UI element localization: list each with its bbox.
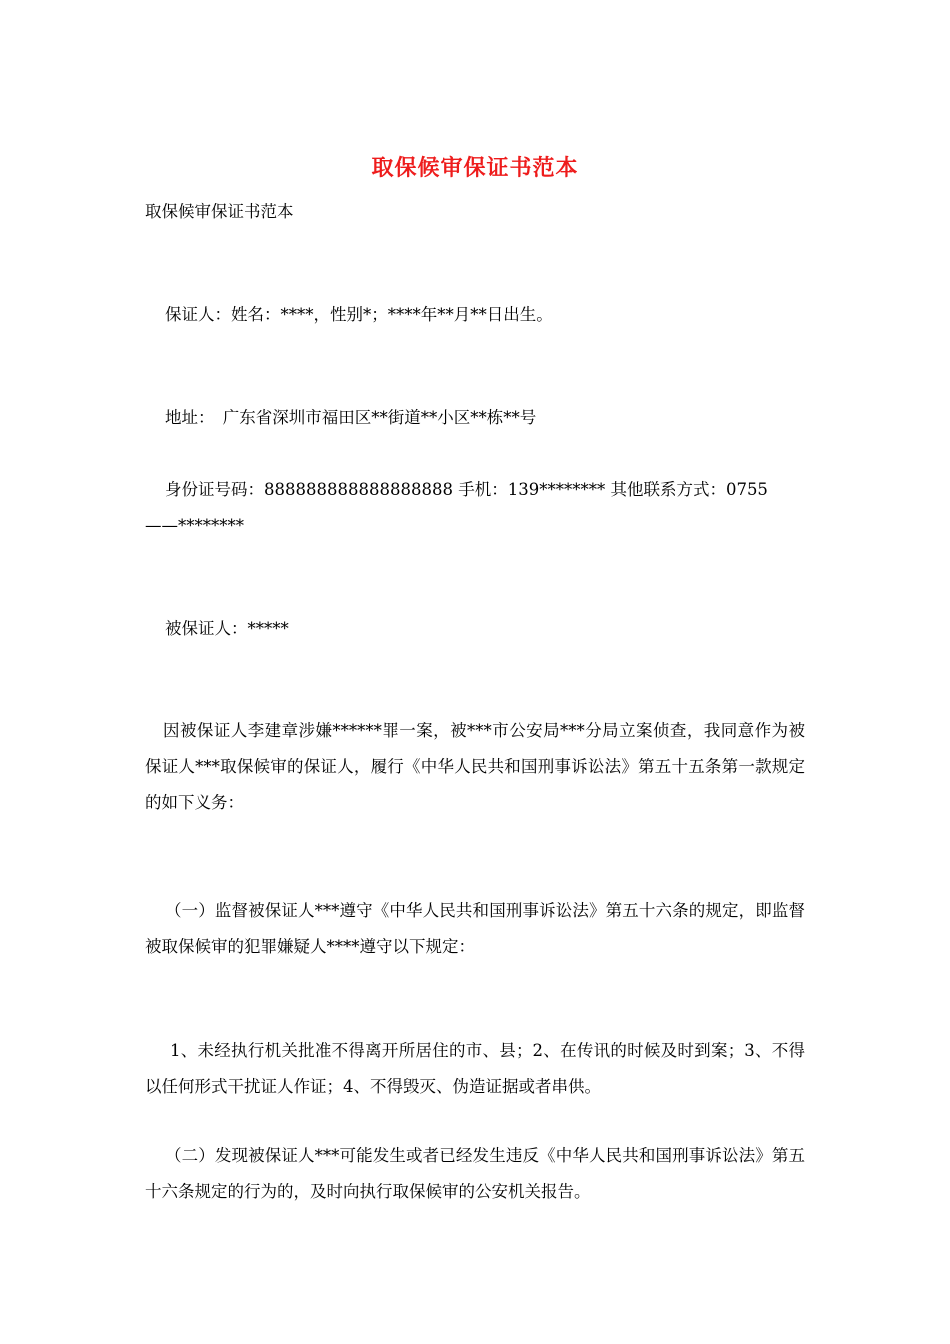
document-title: 取保候审保证书范本 (371, 155, 579, 181)
guaranteed-person: 被保证人：***** (165, 619, 289, 638)
clause-two-paragraph: （二）发现被保证人***可能发生或者已经发生违反《中华人民共和国刑事诉讼法》第五十六条规定的行为的，及时向执行取保候审的公安机关报告。 (145, 1146, 805, 1201)
rules-paragraph: 1、未经执行机关批准不得离开所居住的市、县；2、在传讯的时候及时到案；3、不得以任何形式干扰证人作证；4、不得毁灭、伪造证据或者串供。 (145, 1041, 805, 1096)
guarantor-address: 地址： 广东省深圳市福田区**街道**小区**栋**号 (165, 408, 537, 427)
guarantor-info: 保证人：姓名：****，性别*；****年**月**日出生。 (165, 305, 553, 324)
intro-paragraph: 因被保证人李建章涉嫌******罪一案，被***市公安局***分局立案侦查，我同意作为被保证人***取保候审的保证人，履行《中华人民共和国刑事诉讼法》第五十五条第一款规定的如下义务： (145, 721, 805, 812)
clause-one-paragraph: （一）监督被保证人***遵守《中华人民共和国刑事诉讼法》第五十六条的规定，即监督被取保候审的犯罪嫌疑人****遵守以下规定： (145, 901, 805, 956)
guarantor-contact: 身份证号码：888888888888888888 手机：139******** 其他联系方式：0755 (165, 480, 768, 499)
guarantor-contact-continued: ——******** (145, 516, 244, 535)
document-subtitle: 取保候审保证书范本 (145, 202, 294, 221)
